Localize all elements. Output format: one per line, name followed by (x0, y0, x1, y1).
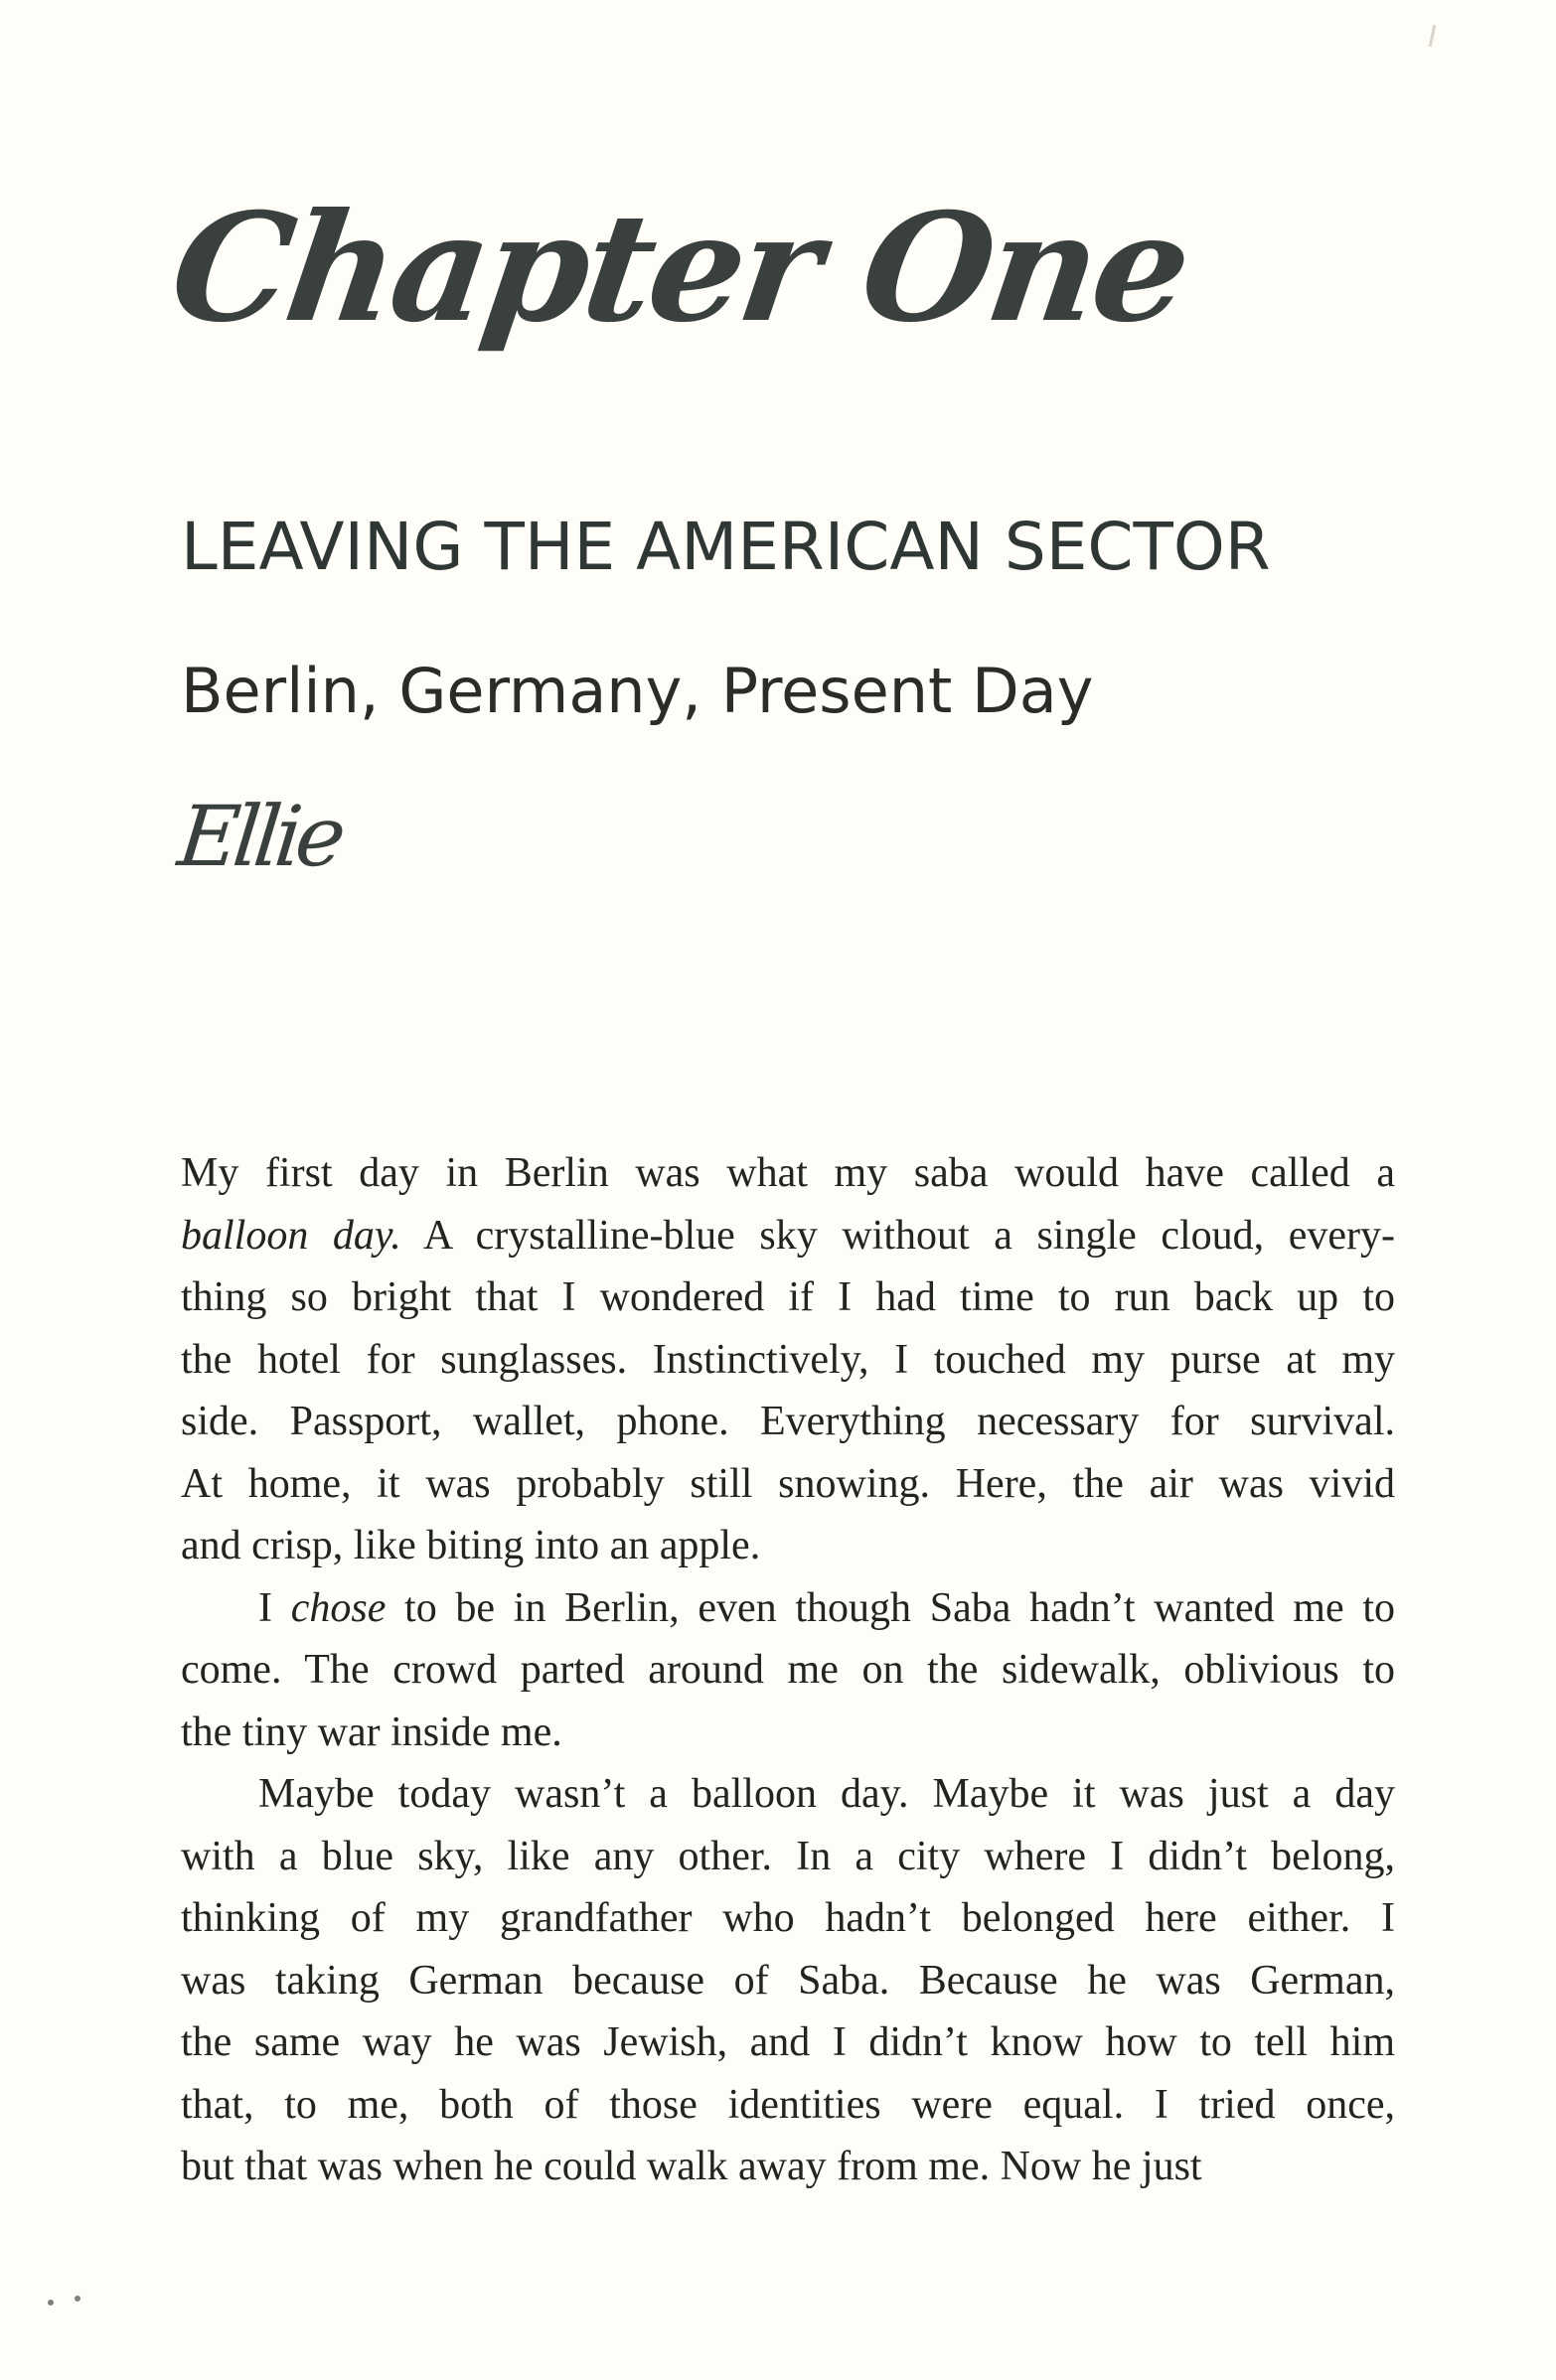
chapter-script-heading: Chapter One (161, 181, 1198, 356)
text-run: with a blue sky, like any other. In a city where I didn’t belong, (181, 1833, 1395, 1879)
text-line (181, 2011, 1395, 2074)
text-line (181, 1577, 1395, 1640)
paragraph (181, 1577, 1395, 1764)
chapter-title: LEAVING THE AMERICAN SECTOR (181, 509, 1271, 585)
text-run: At home, it was probably still snowing. Here, the air was vivid (181, 1460, 1395, 1507)
text-line (181, 1826, 1395, 1888)
text-run: Maybe today wasn’t a balloon day. Maybe it was just a day (258, 1771, 1395, 1817)
scan-speck (75, 2296, 80, 2302)
chapter-setting: Berlin, Germany, Present Day (181, 655, 1094, 727)
text-line (181, 1639, 1395, 1702)
text-run: thing so bright that I wondered if I had time to run back up to (181, 1274, 1395, 1320)
text-run: the tiny war inside me. (181, 1709, 562, 1755)
text-run: the same way he was Jewish, and I didn’t know how to tell him (181, 2019, 1395, 2065)
paragraph (181, 1142, 1395, 1577)
text-line (181, 1702, 1395, 1764)
text-run: My first day in Berlin was what my saba would have called a (181, 1150, 1395, 1196)
text-run: and crisp, like biting into an apple. (181, 1523, 761, 1568)
italic-text: chose (290, 1584, 387, 1631)
text-run: that, to me, both of those identities were equal. I tried once, (181, 2081, 1395, 2128)
text-run: was taking German because of Saba. Because he was German, (181, 1957, 1395, 2004)
scan-mark (1429, 25, 1437, 47)
text-line (181, 1391, 1395, 1453)
paragraph (181, 1763, 1395, 2198)
narrator-name: Ellie (173, 788, 345, 885)
scan-speck (48, 2300, 54, 2306)
text-line (181, 1515, 1395, 1577)
text-run: side. Passport, wallet, phone. Everything necessary for survival. (181, 1399, 1395, 1444)
text-line (181, 2074, 1395, 2137)
text-run: but that was when he could walk away from me. Now he just (181, 2144, 1202, 2189)
text-line (181, 1329, 1395, 1392)
text-run: A crystalline-blue sky without a single cloud, every- (400, 1212, 1396, 1259)
text-line (181, 1453, 1395, 1516)
text-run: I (258, 1584, 291, 1631)
chapter-body-text (181, 1142, 1395, 2198)
italic-text: balloon day. (181, 1212, 401, 1259)
text-line (181, 1950, 1395, 2012)
text-line (181, 1887, 1395, 1950)
text-line (181, 1266, 1395, 1329)
text-line (181, 2136, 1395, 2198)
text-run: to be in Berlin, even though Saba hadn’t wanted me to (386, 1584, 1395, 1631)
text-line (181, 1142, 1395, 1205)
text-line (181, 1205, 1395, 1267)
text-run: come. The crowd parted around me on the sidewalk, oblivious to (181, 1647, 1395, 1693)
text-line (181, 1763, 1395, 1826)
text-run: thinking of my grandfather who hadn’t belonged here either. I (181, 1895, 1395, 1941)
text-run: the hotel for sunglasses. Instinctively, I touched my purse at my (181, 1336, 1395, 1383)
